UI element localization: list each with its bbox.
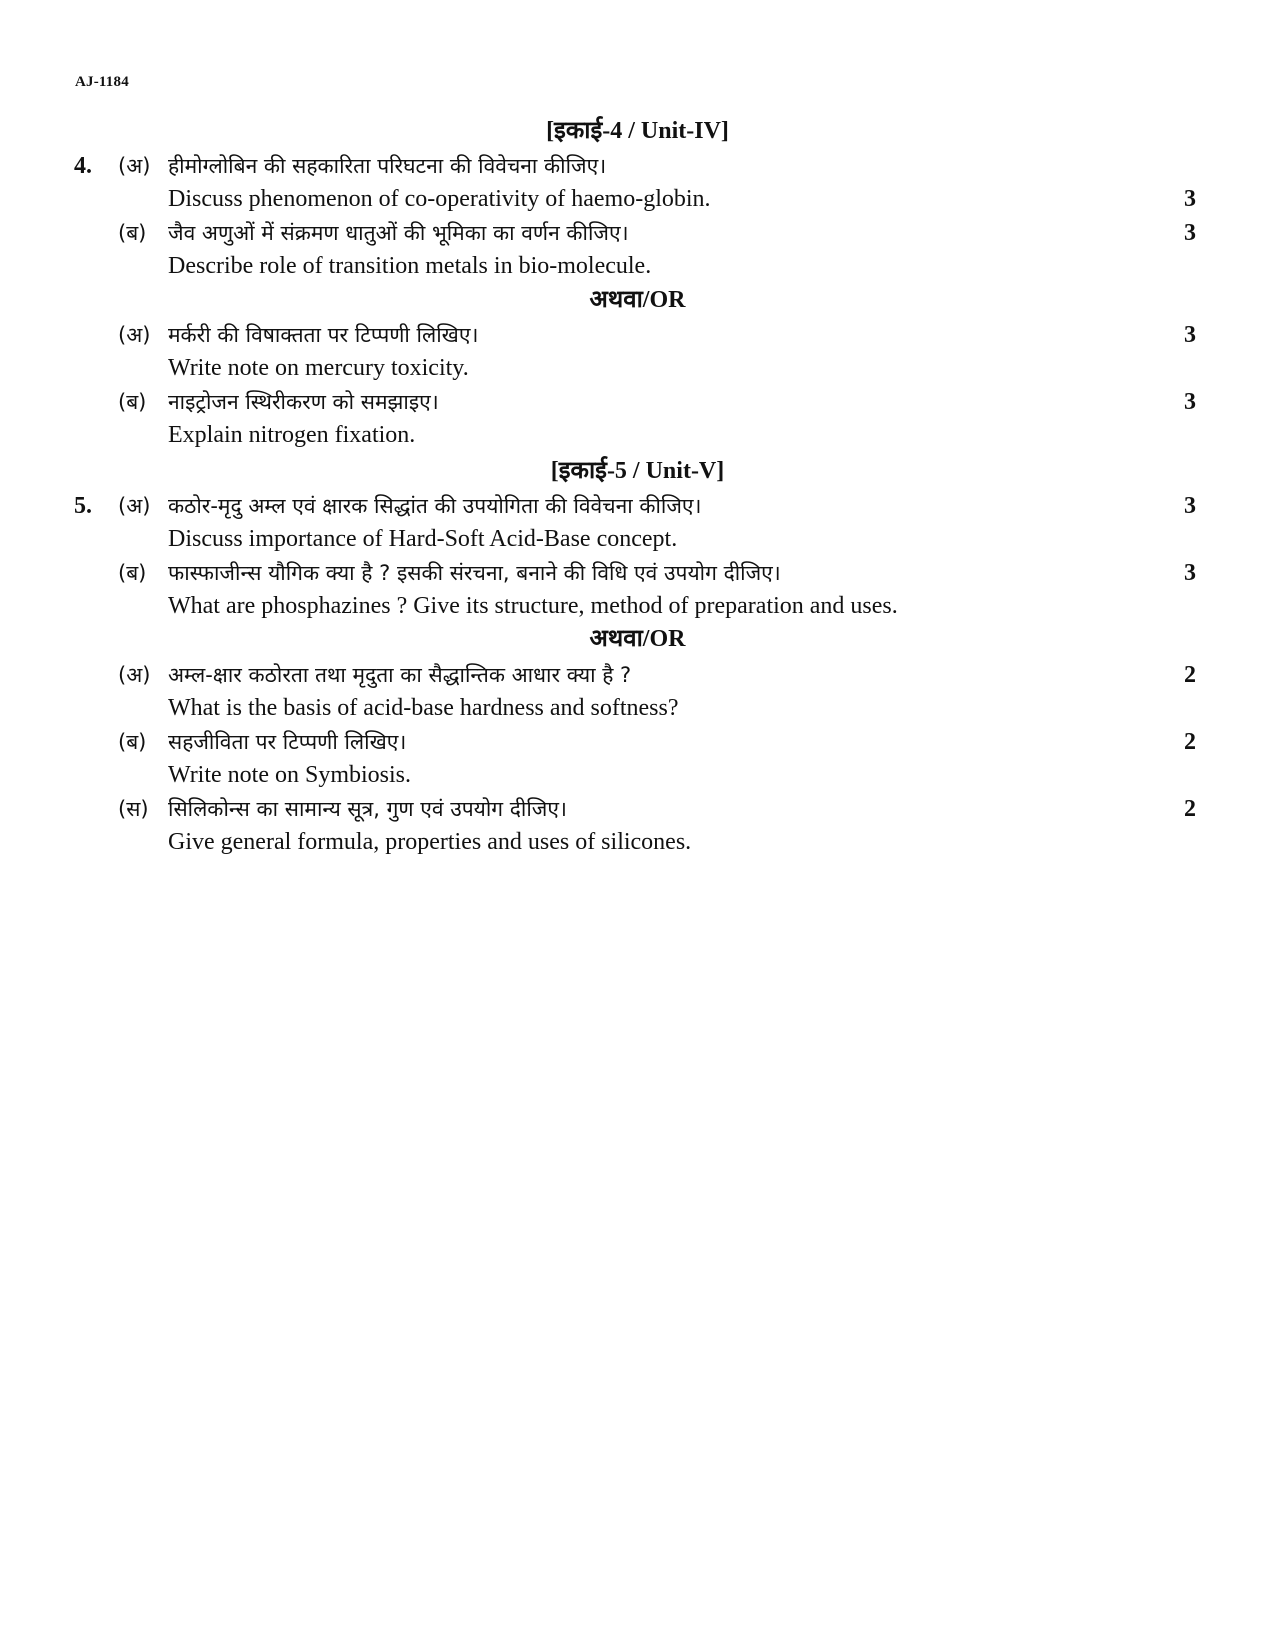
q5b-marker: (ब) (118, 561, 147, 585)
q4-or-a-hindi: मर्करी की विषाक्तता पर टिप्पणी लिखिए। (168, 323, 479, 347)
q5a-marks: 3 (1184, 493, 1196, 519)
paper-code: AJ-1184 (75, 74, 129, 90)
q4a-hindi: हीमोग्लोबिन की सहकारिता परिघटना की विवेचना कीजिए। (168, 154, 607, 178)
q5-or-c-english: Give general formula, properties and uses of silicones. (168, 829, 692, 855)
q5-or-b-marker: (ब) (118, 730, 147, 754)
q5-or-b-marks: 2 (1184, 729, 1196, 755)
q5-or-b-english: Write note on Symbiosis. (168, 762, 412, 788)
unit-5-heading (0, 456, 1275, 486)
q5-or-a-english: What is the basis of acid-base hardness and softness? (168, 695, 679, 721)
q4a-english: Discuss phenomenon of co-operativity of haemo-globin. (168, 186, 711, 212)
q4b-hindi: जैव अणुओं में संक्रमण धातुओं की भूमिका का वर्णन कीजिए। (168, 221, 629, 245)
q4-or-a-marker: (अ) (118, 323, 151, 347)
q5-or-c-hindi: सिलिकोन्स का सामान्य सूत्र, गुण एवं उपयोग दीजिए। (168, 797, 567, 821)
q5a-english: Discuss importance of Hard-Soft Acid-Base concept. (168, 526, 678, 552)
unit-5-or-label: अथवा/OR (589, 626, 686, 652)
q5b-hindi: फास्फाजीन्स यौगिक क्या है ? इसकी संरचना, बनाने की विधि एवं उपयोग दीजिए। (168, 561, 781, 585)
unit-5-heading-text: [इकाई-5 / Unit-V] (550, 458, 725, 484)
q5a-marker: (अ) (118, 494, 151, 518)
q4-or-b-marker: (ब) (118, 390, 147, 414)
q4-or-b-marks: 3 (1184, 389, 1196, 415)
unit-4-heading-text: [इकाई-4 / Unit-IV] (546, 118, 729, 144)
unit-4-heading (0, 116, 1275, 146)
unit-4-or-label: अथवा/OR (589, 287, 686, 313)
q5-or-b-hindi: सहजीविता पर टिप्पणी लिखिए। (168, 730, 407, 754)
q5-or-c-marks: 2 (1184, 796, 1196, 822)
q5b-marks: 3 (1184, 560, 1196, 586)
q4a-marker: (अ) (118, 154, 151, 178)
q5a-hindi: कठोर-मृदु अम्ल एवं क्षारक सिद्धांत की उपयोगिता की विवेचना कीजिए। (168, 494, 702, 518)
q4b-marks: 3 (1184, 220, 1196, 246)
question-5-number: 5. (74, 493, 92, 519)
q4a-marks: 3 (1184, 186, 1196, 212)
q5b-english: What are phosphazines ? Give its structure, method of preparation and uses. (168, 593, 898, 619)
q5-or-c-marker: (स) (118, 797, 149, 821)
q5-or-a-marker: (अ) (118, 663, 151, 687)
q5-or-a-marks: 2 (1184, 662, 1196, 688)
question-4-number: 4. (74, 153, 92, 179)
unit-4-or-divider (0, 285, 1275, 315)
q4-or-a-english: Write note on mercury toxicity. (168, 355, 469, 381)
q4b-marker: (ब) (118, 221, 147, 245)
q5-or-a-hindi: अम्ल-क्षार कठोरता तथा मृदुता का सैद्धान्तिक आधार क्या है ? (168, 663, 632, 687)
unit-5-or-divider (0, 624, 1275, 654)
q4-or-b-hindi: नाइट्रोजन स्थिरीकरण को समझाइए। (168, 390, 439, 414)
q4b-english: Describe role of transition metals in bio-molecule. (168, 253, 652, 279)
q4-or-b-english: Explain nitrogen fixation. (168, 422, 416, 448)
q4-or-a-marks: 3 (1184, 322, 1196, 348)
